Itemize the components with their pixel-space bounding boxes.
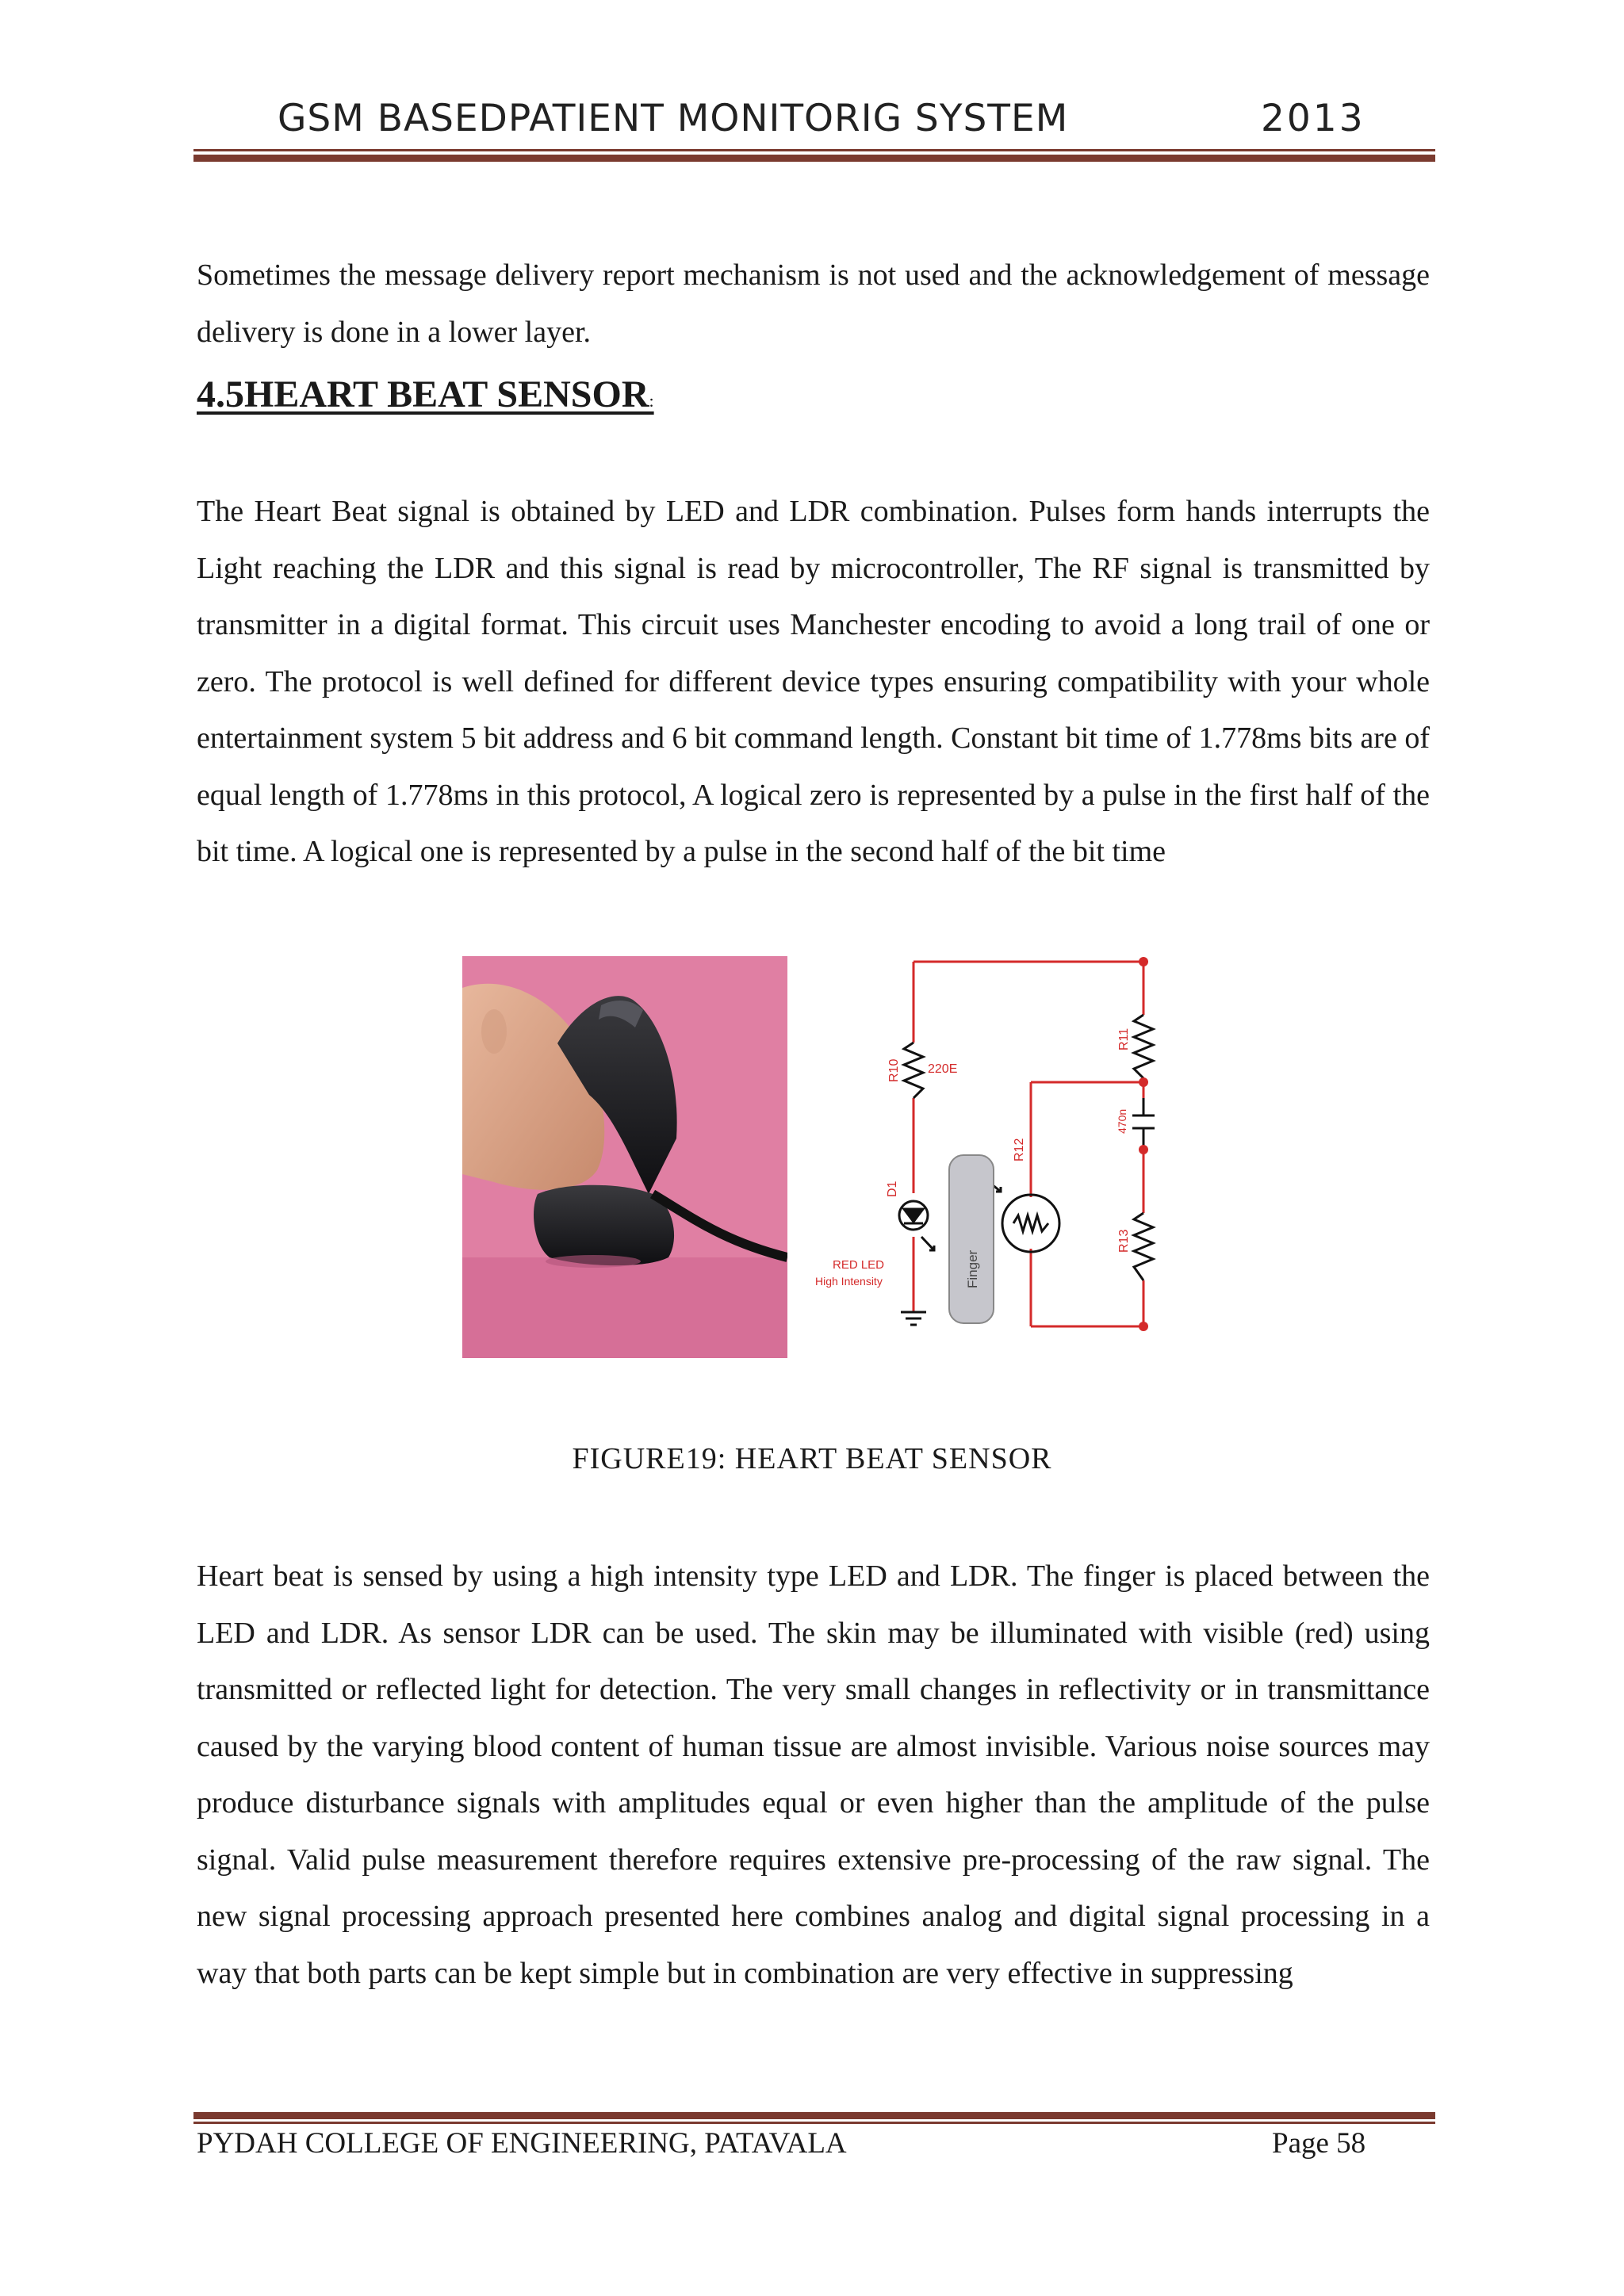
finger-sensor-photo [462, 956, 787, 1358]
label-r13: R13 [1117, 1229, 1131, 1253]
footer-rule-thick [193, 2112, 1435, 2119]
header-rule-thick [193, 155, 1435, 162]
section-heading-colon: : [649, 391, 654, 411]
figure-caption: FIGURE19: HEART BEAT SENSOR [572, 1442, 1052, 1475]
label-r12: R12 [1013, 1138, 1026, 1161]
label-capacitor: 470n [1116, 1108, 1128, 1134]
label-finger: Finger [965, 1249, 980, 1288]
label-r10: R10 [887, 1058, 901, 1082]
label-r11: R11 [1117, 1027, 1131, 1050]
label-r10-value: 220E [928, 1062, 958, 1076]
label-led-high-intensity: High Intensity [815, 1275, 883, 1288]
section-heading [197, 373, 654, 416]
label-d1: D1 [886, 1181, 899, 1197]
header-rule-thin [193, 149, 1435, 151]
label-red-led: RED LED [833, 1258, 885, 1272]
header-title: GSM BASEDPATIENT MONITORIG SYSTEM [278, 97, 1069, 140]
footer-rule-thin [193, 2122, 1435, 2124]
footer-institution: PYDAH COLLEGE OF ENGINEERING, PATAVALA [197, 2127, 847, 2160]
intro-paragraph: Sometimes the message delivery report mechanism is not used and the acknowledgement of message delivery is done in a lower layer. [197, 258, 1430, 349]
heart-beat-circuit-diagram [801, 939, 1182, 1368]
finger-placeholder [949, 1155, 994, 1323]
section-heading-text: 4.5HEART BEAT SENSOR [197, 373, 649, 415]
header-year: 2013 [1261, 97, 1365, 140]
resistor-symbols [899, 1015, 1155, 1325]
paragraph-heart-beat-signal: The Heart Beat signal is obtained by LED and LDR combination. Pulses form hands interrupts the Light reaching the LDR and this signal is read by microcontroller, The RF signal is transmitted by transmitter in a digital format. This circuit uses Manchester encoding to avoid a long trail of one or zero. The protocol is well defined for different device types ensuring compatibility with your whole entertainment system 5 bit address and 6 bit command length. Constant bit time of 1.778ms bits are of equal length of 1.778ms in this protocol, A logical zero is represented by a pulse in the first half of the bit time. A logical one is represented by a pulse in the second half of the bit time [197, 495, 1430, 868]
footer-page-number: Page 58 [1272, 2127, 1366, 2160]
circuit-wires [914, 962, 1143, 1326]
paragraph-heart-beat-sensing: Heart beat is sensed by using a high intensity type LED and LDR. The finger is placed between the LED and LDR. As sensor LDR can be used. The skin may be illuminated with visible (red) using transmitted or reflected light for detection. The very small changes in reflectivity or in transmittance caused by the varying blood content of human tissue are almost invisible. Various noise sources may produce disturbance signals with amplitudes equal or even higher than the amplitude of the pulse signal. Valid pulse measurement therefore requires extensive pre-processing of the raw signal. The new signal processing approach presented here combines analog and digital signal processing in a way that both parts can be kept simple but in combination are very effective in suppressing [197, 1559, 1430, 1990]
